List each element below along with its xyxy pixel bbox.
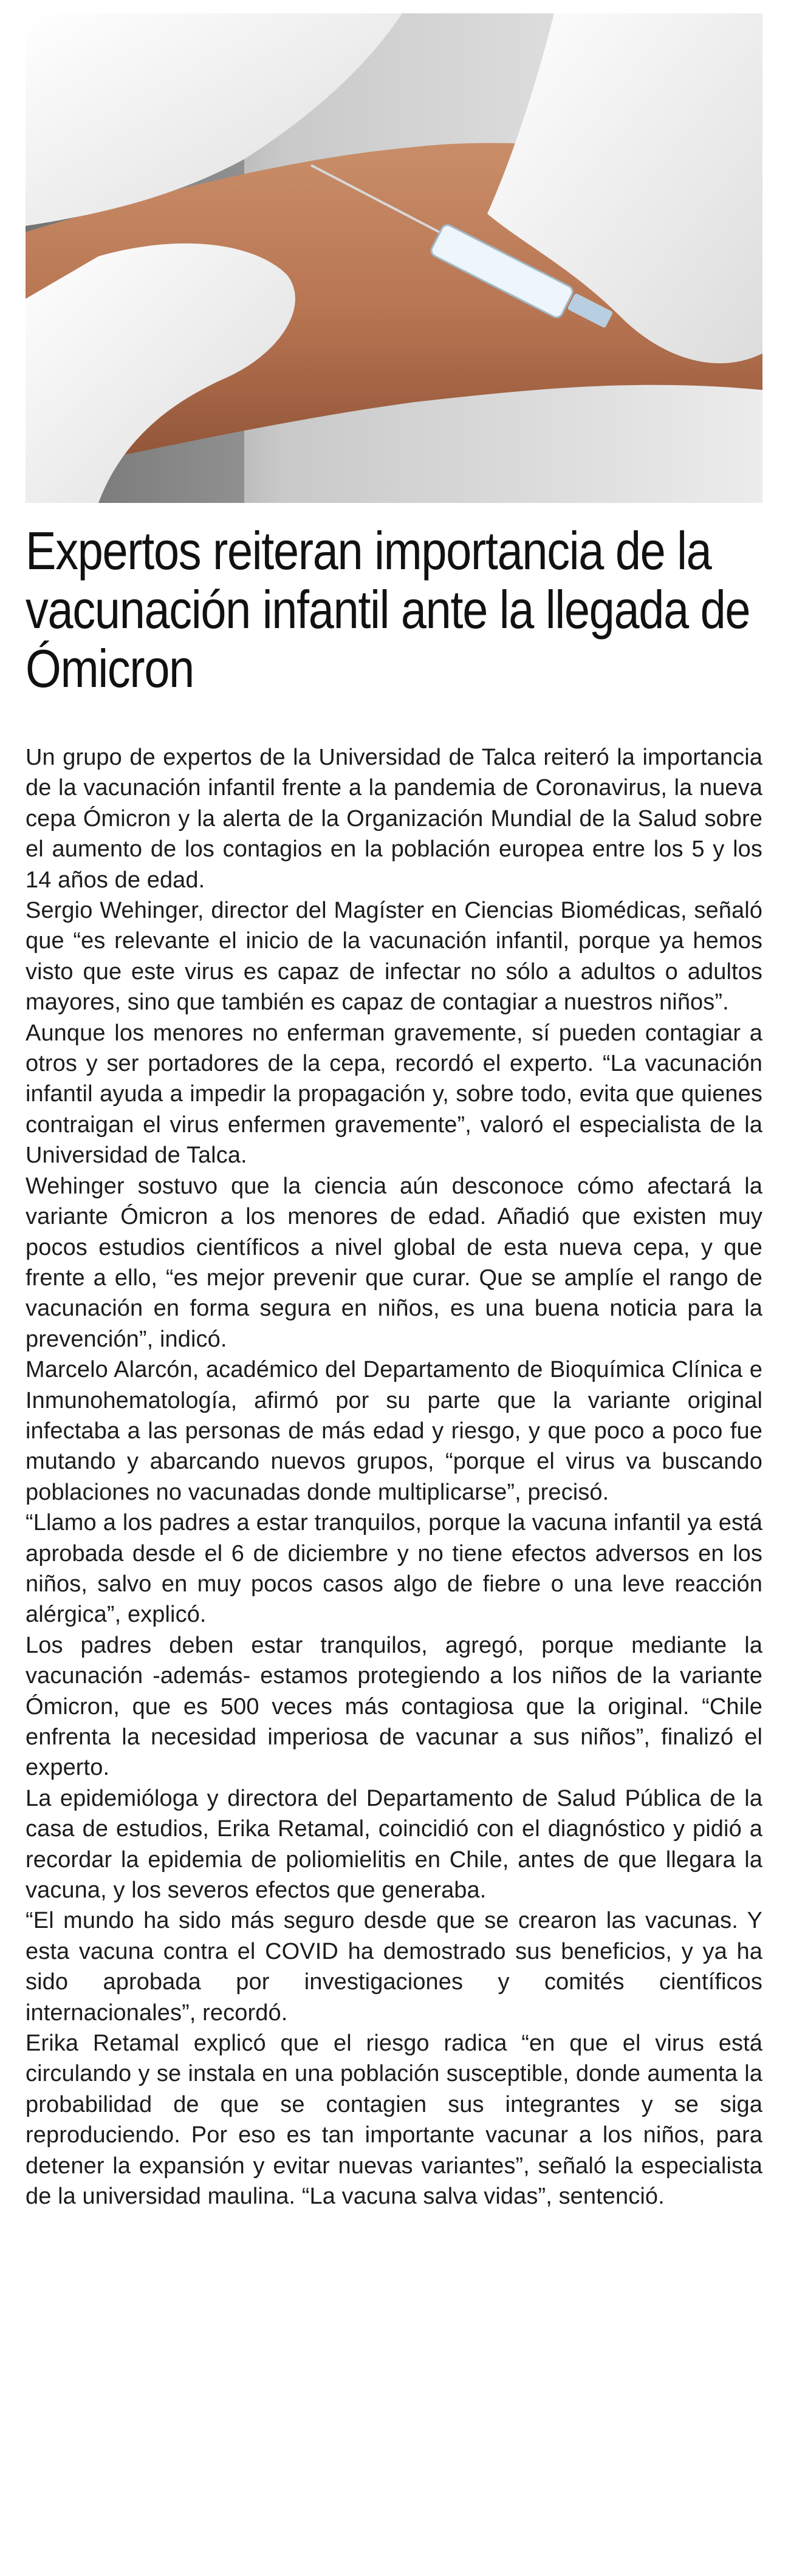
article-headline: Expertos reiteran importancia de la vacunación infantil ante la llegada de Ómicron (26, 521, 750, 699)
article-paragraph: Aunque los menores no enferman gravemente, sí pueden contagiar a otros y ser portadores de la cepa, recordó el experto. “La vacunación infantil ayuda a impedir la propagación y, sobre todo, evita que quienes contraigan el virus enfermen gravemente”, valoró el especialista de la Universidad de Talca. (26, 1020, 762, 1169)
vaccination-photo (26, 13, 762, 503)
article-paragraph: “Llamo a los padres a estar tranquilos, porque la vacuna infantil ya está aprobada desde el 6 de diciembre y no tiene efectos adversos en los niños, salvo en muy pocos casos algo de fiebre o una leve reacción alérgica”, explicó. (26, 1510, 762, 1628)
article-paragraph: Wehinger sostuvo que la ciencia aún desconoce cómo afectará la variante Ómicron a los menores de edad. Añadió que existen muy pocos estudios científicos a nivel global de esta nueva cepa, y que frente a ello, “es mejor prevenir que curar. Que se amplíe el rango de vacunación en forma segura en niños, es una buena noticia para la prevención”, indicó. (26, 1173, 762, 1352)
article-paragraph: Marcelo Alarcón, académico del Departamento de Bioquímica Clínica e Inmunohematología, afirmó por su parte que la variante original infectaba a las personas de más edad y riesgo, y que poco a poco fue mutando y abarcando nuevos grupos, “porque el virus va buscando poblaciones no vacunadas donde multiplicarse”, precisó. (26, 1357, 762, 1505)
article-paragraph: La epidemióloga y directora del Departamento de Salud Pública de la casa de estudios, Erika Retamal, coincidió con el diagnóstico y pidió a recordar la epidemia de poliomielitis en Chile, antes de que llegara la vacuna, y los severos efectos que generaba. (26, 1785, 762, 1904)
article-body (26, 742, 762, 2212)
article-paragraph: Sergio Wehinger, director del Magíster en Ciencias Biomédicas, señaló que “es relevante el inicio de la vacunación infantil, porque ya hemos visto que este virus es capaz de infectar no sólo a adultos o adultos mayores, sino que también es capaz de contagiar a nuestros niños”. (26, 898, 762, 1016)
article-paragraph: Un grupo de expertos de la Universidad de Talca reiteró la importancia de la vacunación infantil frente a la pandemia de Coronavirus, la nueva cepa Ómicron y la alerta de la Organización Mundial de la Salud sobre el aumento de los contagios en la población europea entre los 5 y los 14 años de edad. (26, 745, 762, 893)
article-paragraph: “El mundo ha sido más seguro desde que se crearon las vacunas. Y esta vacuna contra el COVID ha demostrado sus beneficios, y ya ha sido aprobada por investigaciones y comités científicos internacionales”, recordó. (26, 1908, 762, 2026)
article-paragraph: Los padres deben estar tranquilos, agregó, porque mediante la vacunación -además- estamos protegiendo a los niños de la variante Ómicron, que es 500 veces más contagiosa que la original. “Chile enfrenta la necesidad imperiosa de vacunar a sus niños”, finalizó el experto. (26, 1632, 762, 1781)
article-paragraph: Erika Retamal explicó que el riesgo radica “en que el virus está circulando y se instala en una población susceptible, donde aumenta la probabilidad de que se contagien sus integrantes y se siga reproduciendo. Por eso es tan importante vacunar a los niños, para detener la expansión y evitar nuevas variantes”, señaló la especialista de la universidad maulina. “La vacuna salva vidas”, sentenció. (26, 2031, 762, 2210)
vaccination-illustration (26, 13, 762, 503)
